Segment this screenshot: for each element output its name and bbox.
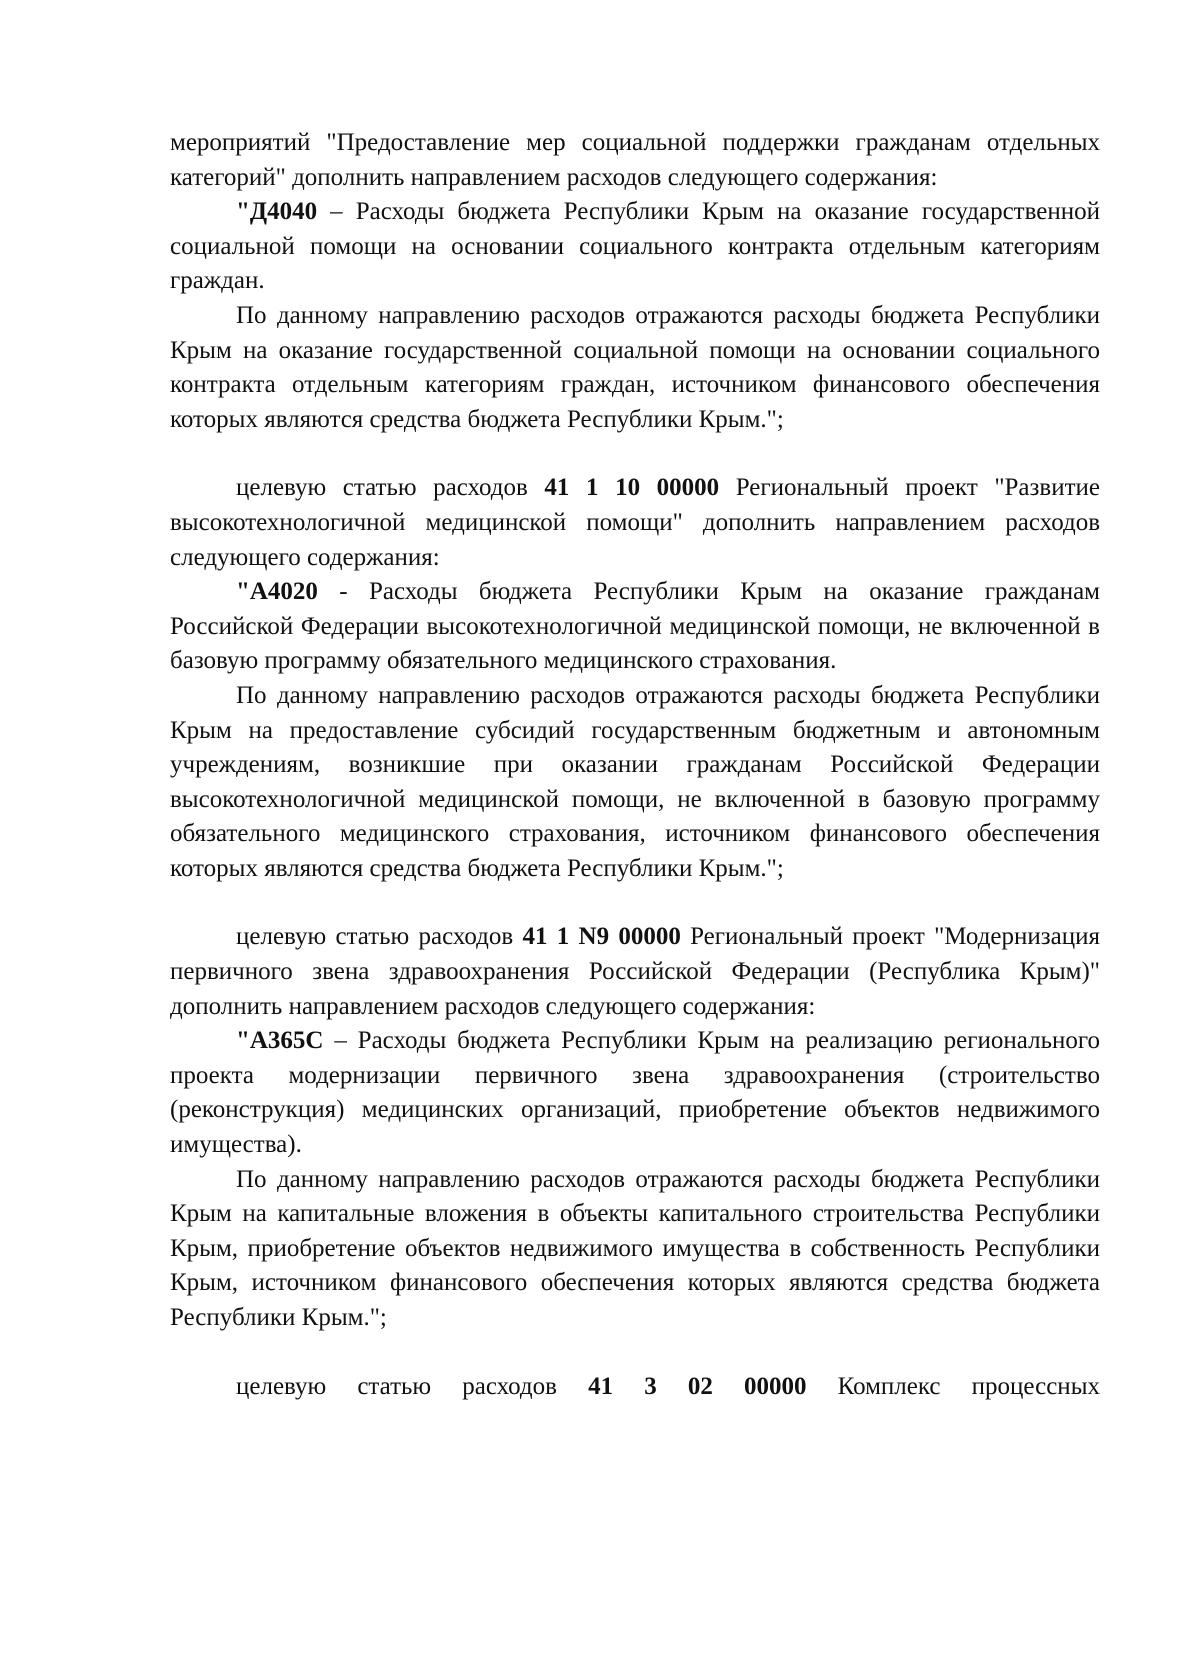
paragraph-a4020-explanation [170, 679, 1100, 887]
paragraph-text: – Расходы бюджета Республики Крым на оказание государственной социальной помощи на основании социального контракта отдельным категориям граждан. [170, 198, 1100, 295]
paragraph-text: - Расходы бюджета Республики Крым на оказание гражданам Российской Федерации высокотехнологичной медицинской помощи, не включенной в базовую программу обязательного медицинского страхования. [170, 578, 1100, 675]
expense-code: "А365С [236, 1027, 324, 1055]
target-article-code: 41 1 10 00000 [544, 474, 720, 502]
paragraph-target-article-41-3-02 [170, 1370, 1100, 1405]
paragraph-text: – Расходы бюджета Республики Крым на реализацию регионального проекта модернизации первичного звена здравоохранения (строительство (реконструкция) медицинских организаций, приобретение объектов недвижимого имущества). [170, 1027, 1100, 1159]
expense-code: "Д4040 [236, 198, 318, 226]
paragraph-d4040-explanation [170, 299, 1100, 437]
paragraph-text: По данному направлению расходов отражаются расходы бюджета Республики Крым на оказание государственной социальной помощи на основании социального контракта отдельным категориям граждан, источником финансового обеспечения которых являются средства бюджета Республики Крым."; [170, 301, 1100, 433]
paragraph-a4020-definition [170, 575, 1100, 679]
paragraph-target-article-41-1-10 [170, 471, 1100, 575]
paragraph-a365c-explanation [170, 1163, 1100, 1336]
paragraph-text: По данному направлению расходов отражаются расходы бюджета Республики Крым на капитальные вложения в объекты капитального строительства Республики Крым, приобретение объектов недвижимого имущества в собственность Республики Крым, источником финансового обеспечения которых являются средства бюджета Республики Крым."; [170, 1165, 1100, 1331]
paragraph-measures-intro [170, 126, 1100, 195]
paragraph-a365c-definition [170, 1024, 1100, 1162]
paragraph-lead: целевую статью расходов [236, 1372, 589, 1400]
target-article-code: 41 3 02 00000 [588, 1372, 807, 1400]
paragraph-text: Региональный проект "Модернизация первичного звена здравоохранения Российской Федерации (Республика Крым)" дополнить направлением расходов следующего содержания: [170, 923, 1100, 1020]
target-article-code: 41 1 N9 00000 [522, 923, 681, 951]
paragraph-text: Региональный проект "Развитие высокотехнологичной медицинской помощи" дополнить направлением расходов следующего содержания: [170, 474, 1100, 571]
paragraph-target-article-41-1-n9 [170, 920, 1100, 1024]
paragraph-d4040-definition [170, 195, 1100, 299]
paragraph-text: Комплекс процессных [806, 1372, 1100, 1400]
paragraph-lead: целевую статью расходов [236, 474, 545, 502]
document-page [170, 126, 1100, 1404]
paragraph-text: По данному направлению расходов отражаются расходы бюджета Республики Крым на предоставление субсидий государственным бюджетным и автономным учреждениям, возникшие при оказании гражданам Российской Федерации высокотехнологичной медицинской помощи, не включенной в базовую программу обязательного медицинского страхования, источником финансового обеспечения которых являются средства бюджета Республики Крым."; [170, 681, 1100, 882]
paragraph-lead: целевую статью расходов [236, 923, 523, 951]
paragraph-text: мероприятий "Предоставление мер социальной поддержки гражданам отдельных категорий" дополнить направлением расходов следующего содержания: [170, 129, 1100, 191]
expense-code: "А4020 [236, 578, 318, 606]
